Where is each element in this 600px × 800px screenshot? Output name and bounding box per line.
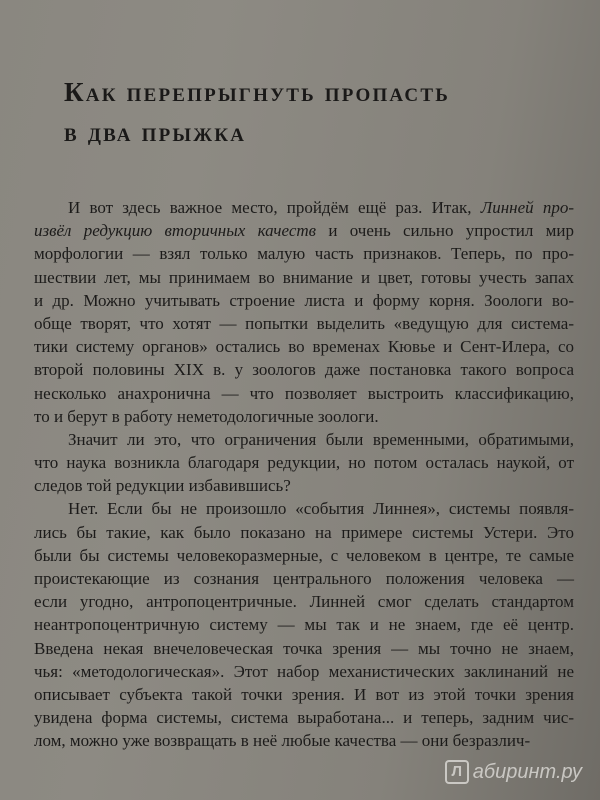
text-run: несколько анахронична — что позволяет выстроить классификацию, bbox=[34, 383, 574, 403]
text-line bbox=[34, 382, 574, 405]
text-run: неантропоцентричную систему — мы так и не знаем, где её центр. bbox=[34, 615, 574, 635]
text-run: лом, можно уже возвращать в неё любые качества — они безразлич- bbox=[34, 731, 531, 751]
text-line bbox=[34, 266, 574, 289]
text-run: Введена некая внечеловеческая точка зрения — мы точно не знаем, bbox=[34, 638, 574, 658]
text-line bbox=[34, 590, 574, 613]
text-run: чья: «методологическая». Этот набор механистических заклинаний не bbox=[34, 661, 574, 681]
text-line bbox=[34, 706, 574, 729]
text-line bbox=[34, 613, 574, 636]
text-line bbox=[34, 660, 574, 683]
text-line bbox=[34, 289, 574, 312]
text-line bbox=[34, 405, 574, 428]
text-line bbox=[34, 544, 574, 567]
text-line bbox=[34, 312, 574, 335]
chapter-heading bbox=[64, 72, 564, 152]
text-run: лись бы такие, как было показано на примере системы Устери. Это bbox=[34, 522, 574, 542]
text-line bbox=[34, 637, 574, 660]
text-line bbox=[34, 335, 574, 358]
text-line bbox=[34, 242, 574, 265]
text-line bbox=[34, 219, 574, 242]
text-run: второй половины XIX в. у зоологов даже постановка такого вопроса bbox=[34, 360, 574, 380]
text-run: увидена форма системы, система выработана... и теперь, задним чис- bbox=[34, 708, 574, 728]
text-line bbox=[34, 567, 574, 590]
text-run: описывает субъекта такой точки зрения. И вот из этой точки зрения bbox=[34, 684, 574, 704]
text-run: то и берут в работу неметодологичные зоологи. bbox=[34, 406, 379, 426]
labirint-watermark-text: абиринт.ру bbox=[472, 760, 582, 783]
italic-emphasis: Линней про- bbox=[480, 198, 574, 217]
text-line bbox=[34, 729, 574, 752]
text-run: шествии лет, мы принимаем во внимание и цвет, готовы учесть запах bbox=[34, 267, 574, 287]
text-line bbox=[34, 358, 574, 381]
italic-emphasis: извёл редукцию вторичных качеств bbox=[34, 221, 317, 241]
text-run: тики систему органов» остались во временах Кювье и Сент-Илера, со bbox=[34, 337, 574, 357]
text-run: И вот здесь важное место, пройдём ещё раз. Итак, bbox=[68, 198, 481, 217]
text-run: и др. Можно учитывать строение листа и форму корня. Зоологи во- bbox=[34, 290, 574, 310]
text-run: были бы системы человекоразмерные, с человеком в центре, те самые bbox=[34, 545, 574, 565]
text-line bbox=[34, 683, 574, 706]
text-line bbox=[34, 428, 574, 451]
chapter-heading-line-2: в два прыжка bbox=[64, 117, 247, 147]
text-run: и очень сильно упростил мир bbox=[316, 221, 574, 241]
text-run: морфологии — взял только малую часть признаков. Теперь, по про- bbox=[34, 244, 574, 264]
text-run: Значит ли это, что ограничения были временными, обратимыми, bbox=[68, 429, 574, 449]
labirint-watermark bbox=[445, 760, 582, 784]
body-text bbox=[34, 196, 574, 753]
text-run: следов той редукции избавившись? bbox=[34, 476, 291, 496]
text-line bbox=[34, 451, 574, 474]
text-run: Нет. Если бы не произошло «события Линнея», системы появля- bbox=[68, 499, 574, 519]
text-line bbox=[34, 196, 574, 219]
text-line bbox=[34, 474, 574, 497]
text-run: проистекающие из сознания центрального положения человека — bbox=[34, 569, 574, 588]
text-line bbox=[34, 521, 574, 544]
text-line bbox=[34, 497, 574, 520]
labirint-logo-icon: Л bbox=[445, 760, 469, 784]
text-run: что наука возникла благодаря редукции, но потом осталась наукой, от bbox=[34, 453, 574, 473]
text-run: обще творят, что хотят — попытки выделить «ведущую для система- bbox=[34, 313, 574, 333]
text-run: если угодно, антропоцентричные. Линней смог сделать стандартом bbox=[34, 592, 574, 612]
chapter-heading-line-1: Как перепрыгнуть пропасть bbox=[64, 77, 450, 107]
